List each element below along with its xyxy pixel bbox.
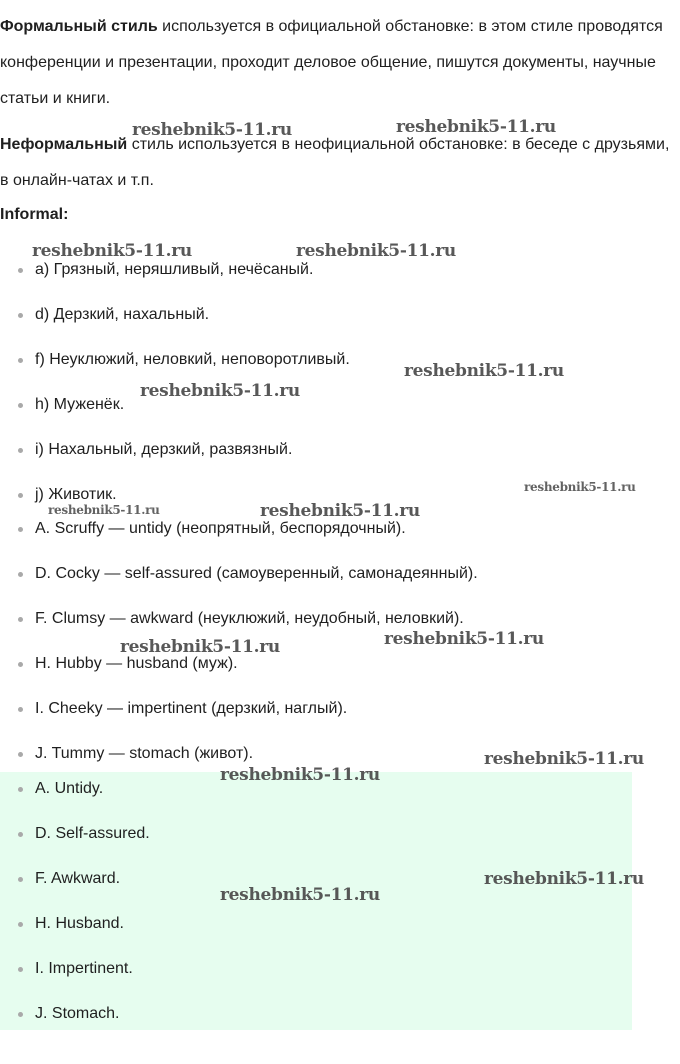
list-item-text: D. Cocky — self-assured (самоуверенный, самонадеянный). [35,565,478,582]
list-item [0,958,150,1003]
watermark: reshebnik5-11.ru [132,120,292,140]
informal-style-paragraph [0,127,676,199]
bullet-icon [18,922,23,927]
bullet-icon [18,877,23,882]
watermark: reshebnik5-11.ru [32,241,192,261]
list-item [0,653,478,698]
list-item-text: H. Husband. [35,915,124,932]
list-item [0,518,478,563]
watermark: reshebnik5-11.ru [524,480,636,494]
list-item-text: f) Неуклюжий, неловкий, неповоротливый. [35,351,350,368]
bullet-icon [18,662,23,667]
list-item-text: j) Животик. [35,486,117,503]
bullet-icon [18,707,23,712]
formal-style-paragraph [0,9,676,117]
watermark: reshebnik5-11.ru [48,503,160,517]
watermark: reshebnik5-11.ru [384,629,544,649]
watermark: reshebnik5-11.ru [484,869,644,889]
list-item [0,698,478,743]
watermark: reshebnik5-11.ru [220,885,380,905]
list-item-text: H. Hubby — husband (муж). [35,655,238,672]
list-item [0,1003,150,1048]
bullet-icon [18,527,23,532]
list-item-text: a) Грязный, неряшливый, нечёсаный. [35,261,314,278]
informal-style-term: Неформальный [0,136,128,153]
bullet-icon [18,358,23,363]
bullet-icon [18,403,23,408]
list-item-text: d) Дерзкий, нахальный. [35,306,210,323]
list-item-text: i) Нахальный, дерзкий, развязный. [35,441,293,458]
watermark: reshebnik5-11.ru [220,765,380,785]
list-item-text: A. Scruffy — untidy (неопрятный, беспорядочный). [35,520,406,537]
bullet-icon [18,967,23,972]
list-item-text: F. Awkward. [35,870,121,887]
bullet-icon [18,268,23,273]
list-item [0,823,150,868]
watermark: reshebnik5-11.ru [296,241,456,261]
list-item [0,913,150,958]
watermark: reshebnik5-11.ru [484,749,644,769]
list-item [0,563,478,608]
watermark: reshebnik5-11.ru [140,381,300,401]
list-item-text: I. Impertinent. [35,960,133,977]
watermark: reshebnik5-11.ru [396,117,556,137]
bullet-icon [18,617,23,622]
list-item-text: I. Cheeky — impertinent (дерзкий, наглый). [35,700,348,717]
formal-style-text: используется в официальной обстановке: в этом стиле проводятся конференции и презентации, проходит деловое общение, пишутся документы, научные статьи и книги. [0,18,663,107]
list-item-text: F. Clumsy — awkward (неуклюжий, неудобный, неловкий). [35,610,464,627]
bullet-icon [18,752,23,757]
list-item [0,439,350,484]
watermark: reshebnik5-11.ru [260,501,420,521]
answers-list [0,778,150,1048]
formal-style-term: Формальный стиль [0,18,158,35]
list-item [0,868,150,913]
bullet-icon [18,313,23,318]
list-item-text: D. Self-assured. [35,825,150,842]
bullet-icon [18,493,23,498]
watermark: reshebnik5-11.ru [120,637,280,657]
list-item-text: A. Untidy. [35,780,104,797]
list-item-text: h) Муженёк. [35,396,125,413]
bullet-icon [18,1012,23,1017]
bullet-icon [18,572,23,577]
bullet-icon [18,832,23,837]
list-item [0,259,350,304]
list-item-text: J. Tummy — stomach (живот). [35,745,254,762]
informal-heading: Informal: [0,206,69,223]
list-item [0,778,150,823]
watermark: reshebnik5-11.ru [404,361,564,381]
list-item [0,304,350,349]
informal-style-text: стиль используется в неофициальной обстановке: в беседе с друзьями, в онлайн-чатах и т.п. [0,136,670,189]
bullet-icon [18,787,23,792]
bullet-icon [18,448,23,453]
list-item-text: J. Stomach. [35,1005,120,1022]
